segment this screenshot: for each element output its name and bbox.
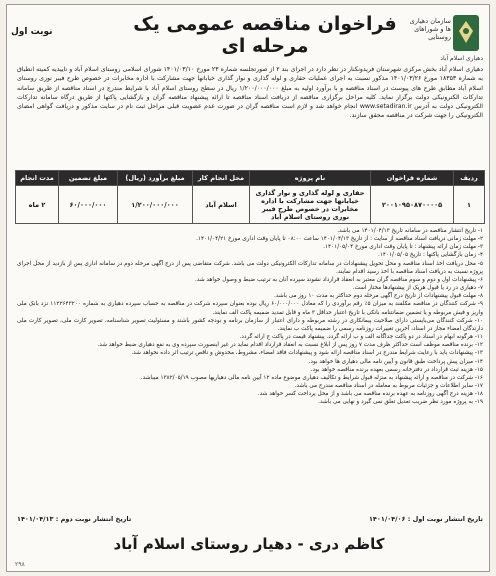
term-item: ۱۹- به پروژه مورد نظر ضریب تعدیل تعلق نمی گیرد و نهایی می باشد. [318, 399, 483, 406]
col-duration: مدت انجام [16, 171, 59, 186]
intro-paragraph: دهیاری اسلام آباد بخش مرکزی شهرستان فریدونکنار در نظر دارد در اجرای بند ۲ از صورتجلسه شماره ۲۳ مورخ ۱۴۰۱/۰۳/۱۰ شورای اسلامی روستای اسلام آباد و تاییدیه کمیته انطباق به شماره ۱۸۳۵۳ مورخ ۱۴۰۱/۰۳/۲۶ مذکور نسبت به اجرای عملیات حفاری و لوله گذاری و نوار گذاری خیابانها جهت مشارکت با اداره مخابرات در خصوص طرح فیبر نوری روستای اسلام آباد مطابق طرح های پیوست در اسناد مناقصه و با برآورد اولیه به مبلغ ۱/۲۰۰/۰۰۰/۰۰۰ ریال در سطح روستای اسلام آباد با شرایط مندرج در اسناد مناقصه از طریق سامانه تدارکات الکترونیکی دولت برگزار نماید. کلیه مراحل برگزاری مناقصه از دریافت اسناد مناقصه تا ارائه پیشنهاد مناقصه گران و بازگشایی پاکتها از طریق درگاه سامانه تدارکات الکترونیکی دولت به آدرس www.setadiran.ir انجام خواهد شد و لازم است مناقصه گران در صورت عدم عضویت قبلی مراحل ثبت نام در سایت مذکور و دریافت گواهی امضای الکترونیکی را جهت شرکت در مناقصه محقق سازند. [17, 66, 483, 120]
term-item: ۲- مهلت زمانی دریافت اسناد مناقصه از سایت : از تاریخ ۱۴۰۱/۰۴/۱۳ ساعت ۰۸:۰۰ تا پایان وقت اداری مورخ ۱۴۰۱/۰۴/۲۱. [196, 236, 483, 243]
ad-code: ۲۹۸ [15, 561, 25, 568]
term-item: ۱۱- هرگونه ابهام در اسناد در دو پاکت جداگانه الف و ب ارائه گردد. پیشنهاد قیمت در پاکت ج ارائه گردد. [239, 334, 483, 341]
cell-estimate: ۱/۲۰۰/۰۰۰/۰۰۰ [118, 186, 193, 224]
term-item: ۱۶- شرکت در مناقصه و ارائه پیشنهاد به منزله قبول شرایط و تکالیف دهیاری موضوع ماده ۱۲ آیین نامه مالی دهیاریها مصوب ۱۳۸۲/۰۵/۱۹ میباشد. [140, 374, 483, 381]
notice-title: فراخوان مناقصه عمومی یک مرحله ای [133, 13, 397, 57]
table-row [16, 186, 485, 224]
term-item: ۱۳- پیشنهادات باید با رعایت شرایط مندرج در اسناد مناقصه ارائه شود و پیشنهادات فاقد امضاء، مشروط، مخدوش و ناقص ترتیب اثر داده نخواهد شد. [131, 350, 483, 357]
term-item: ۴- زمان بازگشایی پاکتها : تاریخ ۱۴۰۱/۰۵/۰۵. [378, 252, 483, 259]
cell-guarantee: ۶۰/۰۰۰/۰۰۰ [59, 186, 118, 224]
col-guarantee: مبلغ تضمین [59, 171, 118, 186]
term-item: ۹- شرکت کنندگان در مناقصه مکلفند به میزان ۵٪ رقم برآوردی را که معادل ۶۰/۰۰۰/۰۰۰ ریال بوده بعنوان سپرده شرکت در مناقصه به حساب سپرده دهیاری به شماره ۱۱۲۲۶۴۳۲۰۰ نزد بانک ملی واریز و فیش مربوطه و یا تضمین ضمانتنامه بانکی با تاریخ اعتبار حداقل ۳ ماه و قابل تمدید ضمیمه پاکت الف نمایند. [17, 301, 483, 316]
col-location: محل انجام کار [193, 171, 250, 186]
cell-location: اسلام آباد [193, 186, 250, 224]
cell-project-name: حفاری و لوله گذاری و نوار گذاری خیابانها جهت مشارکت با اداره مخابرات در خصوص طرح فیبر نوری روستای اسلام آباد [250, 186, 371, 224]
term-item: ۳- مهلت زمان ارائه پیشنهاد : تا پایان وقت اداری مورخ ۱۴۰۱/۰۵/۰۴. [323, 244, 483, 251]
term-item: ۱۴- میزان پیش پرداخت طبق قانون و آیین نامه مالی دهیاری ها خواهد بود. [308, 358, 483, 365]
term-item: ۸- مهلت قبول پیشنهادات از تاریخ درج آگهی مرحله دوم حداکثر به مدت ۱۰ روز می باشد. [274, 293, 483, 300]
term-item: ۱۸- هزینه درج آگهی روزنامه به عهده برنده مناقصه می باشد و از محل پرداخت کسر خواهد شد. [257, 391, 483, 398]
cell-duration: ۲ ماه [16, 186, 59, 224]
cell-call-number: ۲۰۰۱۰۹۵۰۸۷۰۰۰۰۵ [371, 186, 454, 224]
term-item: ۱۲- برنده مناقصه موظف است حداکثر ظرف مدت ۷ روز پس از ابلاغ نسبت به انعقاد قرارداد اقدام نماید در غیر اینصورت سپرده وی به نفع دهیاری ضبط خواهد شد. [97, 342, 483, 349]
term-item: ۶- پیشنهادات اول و دوم و سوم مناقصه گران معتبر به انعقاد قرارداد نشوند سپرده آنان به ترتیب ضبط و وصول خواهد شد. [195, 276, 483, 283]
logo-sub: دهیاری اسلام آباد [440, 55, 483, 62]
term-item: ۱۷- سایر اطلاعات و جزئیات مربوط به معامله در اسناد مناقصه مندرج می باشد. [294, 382, 483, 389]
col-call-number: شماره فراخوان [371, 171, 454, 186]
terms-list [17, 227, 483, 406]
term-item: ۱- تاریخ انتشار مناقصه در سامانه تاریخ ۱۴۰۱/۰۴/۱۳ می باشد. [337, 228, 483, 234]
organization-logo [405, 9, 485, 65]
logo-text: سازمان دهیاری ها و شوراهای روستایی [409, 17, 451, 41]
col-estimate: مبلغ برآورد (ریال) [118, 171, 193, 186]
round-badge: نوبت اول [11, 27, 53, 37]
first-publish-date: تاریخ انتشار نوبت اول : ۱۴۰۱/۰۴/۰۶ [368, 515, 483, 523]
signature-line: کاظم دری - دهیار روستای اسلام آباد [113, 535, 385, 553]
term-item: ۱۰- شرکت کنندگان می‌بایستی دارای صلاحیت پیمانکاری در رشته مربوطه و دارای اعتبار از سازمان برنامه و بودجه کشور باشند و مسئولیت تصویر شناسنامه، تصویر کارت ملی، تصویر کارت ملی دارندگان امضاء مجاز در اسناد، آخرین تغییرات روزنامه رسمی را ضمیمه پاکت ب نمایند. [17, 317, 483, 332]
notice-page [6, 4, 490, 572]
table-header-row [16, 171, 485, 186]
emblem-icon [451, 13, 481, 53]
term-item: ۷- دهیاری در رد یا قبول هریک از پیشنهادها مختار است. [352, 285, 483, 292]
term-item: ۱۵- هزینه ثبت قرارداد در دفترخانه رسمی بعهده برنده مناقصه خواهد بود. [310, 366, 483, 373]
tender-table [15, 170, 485, 224]
col-project-name: نام پروژه [250, 171, 371, 186]
col-row: ردیف [454, 171, 485, 186]
cell-row: ۱ [454, 186, 485, 224]
second-publish-date: تاریخ انتشار نوبت دوم : ۱۴۰۱/۰۴/۱۳ [17, 515, 132, 523]
term-item: ۵- محل دریافت اخذ اسناد مناقصه و محل تحویل پیشنهادات در سامانه تدارکات الکترونیکی دولت می باشد. شرکت متقاضی پس از درج آگهی مرحله دوم در سامانه اداری پس از بازدید از محل اجرای پروژه نسبت به دریافت اسناد مناقصه با اخذ رسید اقدام نمایند. [17, 260, 483, 275]
